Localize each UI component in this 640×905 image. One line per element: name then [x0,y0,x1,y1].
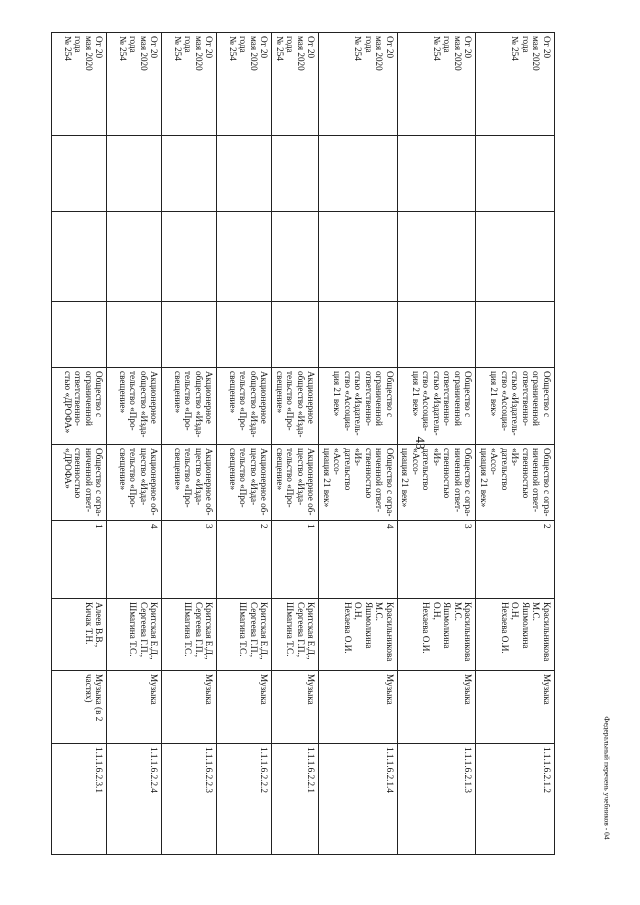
empty-cell [107,136,162,212]
order-cell: От 20 мая 2020 года № 254 [107,33,162,136]
order-cell: От 20 мая 2020 года № 254 [476,33,555,136]
publisher-cell: Общество с ограниченной ответственно- стью «Издатель- ство «Ассоциа- ция 21 век» [398,368,477,445]
empty-cell [398,302,477,368]
table-row [476,33,555,855]
subject-cell: Музыка [272,671,319,744]
subject-cell: Музыка [162,671,217,744]
empty-cell [319,302,398,368]
publisher-cell: Акционерное об- щество «Изда- тельство «Про- свещение» [162,445,217,521]
order-cell: От 20 мая 2020 года № 254 [398,33,477,136]
empty-cell [319,136,398,212]
table-row [52,33,107,855]
publisher-cell: Общество с огра- ниченной ответ- ственностью «Из- дательство «Ассо- циация 21 век» [398,445,477,521]
grade-cell: 3 [398,521,477,599]
empty-cell [52,136,107,212]
textbook-table [52,32,556,855]
authors-cell: Красильникова М.С. Яшмолкина О.Н, Нехаева О.И. [398,599,477,671]
publisher-cell: Акционерное об- щество «Изда- тельство «Про- свещение» [107,445,162,521]
grade-cell: 4 [319,521,398,599]
publisher-cell: Общество с ограниченной ответственно- стью «ДРОФА» [52,368,107,445]
empty-cell [217,136,272,212]
publisher-cell: Акционерное общество «Изда- тельство «Про- свещение» [107,368,162,445]
publisher-cell: Общество с ограниченной ответственно- стью «Издатель- ство «Ассоциа- ция 21 век» [476,368,555,445]
publisher-cell: Акционерное общество «Изда- тельство «Про- свещение» [272,368,319,445]
table-wrapper [61,32,555,854]
footer-caption: Федеральный перечень учебников - 04 [602,716,612,840]
order-cell: От 20 мая 2020 года № 254 [272,33,319,136]
subject-cell: Музыка [107,671,162,744]
grade-cell: 4 [107,521,162,599]
order-cell: От 20 мая 2020 года № 254 [162,33,217,136]
authors-cell: Критская Е.Д., Сергеева Г.П., Шмагина Т.С. [217,599,272,671]
code-cell: 1.1.1.6.2.2.2 [217,744,272,855]
empty-cell [217,212,272,302]
table-row [398,33,477,855]
empty-cell [217,302,272,368]
authors-cell: Критская Е.Д., Сергеева Г.П., Шмагина Т.С. [272,599,319,671]
grade-cell: 1 [52,521,107,599]
order-cell: От 20 мая 2020 года № 254 [217,33,272,136]
subject-cell: Музыка [217,671,272,744]
table-row [272,33,319,855]
authors-cell: Критская Е.Д., Сергеева Г.П., Шмагина Т.С. [107,599,162,671]
authors-cell: Критская Е.Д., Сергеева Г.П., Шмагина Т.С. [162,599,217,671]
code-cell: 1.1.1.6.2.1.2 [476,744,555,855]
subject-cell: Музыка [398,671,477,744]
publisher-cell: Акционерное об- щество «Изда- тельство «Про- свещение» [272,445,319,521]
subject-cell: Музыка [319,671,398,744]
empty-cell [398,212,477,302]
grade-cell: 1 [272,521,319,599]
table-row [162,33,217,855]
empty-cell [476,302,555,368]
publisher-cell: Акционерное общество «Изда- тельство «Про- свещение» [162,368,217,445]
order-cell: От 20 мая 2020 года № 254 [319,33,398,136]
table-row [217,33,272,855]
publisher-cell: Общество с огра- ниченной ответ- ственностью «Из- дательство «Ассо- циация 21 век» [319,445,398,521]
publisher-cell: Акционерное общество «Изда- тельство «Про- свещение» [217,368,272,445]
code-cell: 1.1.1.6.2.1.3 [398,744,477,855]
authors-cell: Красильникова М.С. Яшмолкина О.Н, Нехаева О.И. [476,599,555,671]
empty-cell [272,302,319,368]
publisher-cell: Общество с огра- ниченной ответ- ственностью «ДРОФА» [52,445,107,521]
empty-cell [162,302,217,368]
empty-cell [272,212,319,302]
empty-cell [319,212,398,302]
empty-cell [52,212,107,302]
empty-cell [107,302,162,368]
empty-cell [107,212,162,302]
authors-cell: Красильникова М.С. Яшмолкина О.Н, Нехаева О.И. [319,599,398,671]
empty-cell [272,136,319,212]
empty-cell [476,136,555,212]
authors-cell: Алеев В.В., Кичак Т.Н. [52,599,107,671]
publisher-cell: Акционерное об- щество «Изда- тельство «Про- свещение» [217,445,272,521]
empty-cell [52,302,107,368]
code-cell: 1.1.1.6.2.1.4 [319,744,398,855]
order-cell: От 20 мая 2020 года № 254 [52,33,107,136]
grade-cell: 2 [217,521,272,599]
empty-cell [162,212,217,302]
table-row [107,33,162,855]
empty-cell [398,136,477,212]
empty-cell [162,136,217,212]
subject-cell: Музыка (в 2 частях) [52,671,107,744]
publisher-cell: Общество с ограниченной ответственно- стью «Издатель- ство «Ассоциа- ция 21 век» [319,368,398,445]
code-cell: 1.1.1.6.2.2.3 [162,744,217,855]
code-cell: 1.1.1.6.2.2.4 [107,744,162,855]
table-row [319,33,398,855]
page-number: 43 [413,436,428,450]
empty-cell [476,212,555,302]
publisher-cell: Общество с огра- ниченной ответ- ственностью «Из- дательство «Ассо- циация 21 век» [476,445,555,521]
grade-cell: 2 [476,521,555,599]
code-cell: 1.1.1.6.2.3.1 [52,744,107,855]
grade-cell: 3 [162,521,217,599]
code-cell: 1.1.1.6.2.2.1 [272,744,319,855]
subject-cell: Музыка [476,671,555,744]
